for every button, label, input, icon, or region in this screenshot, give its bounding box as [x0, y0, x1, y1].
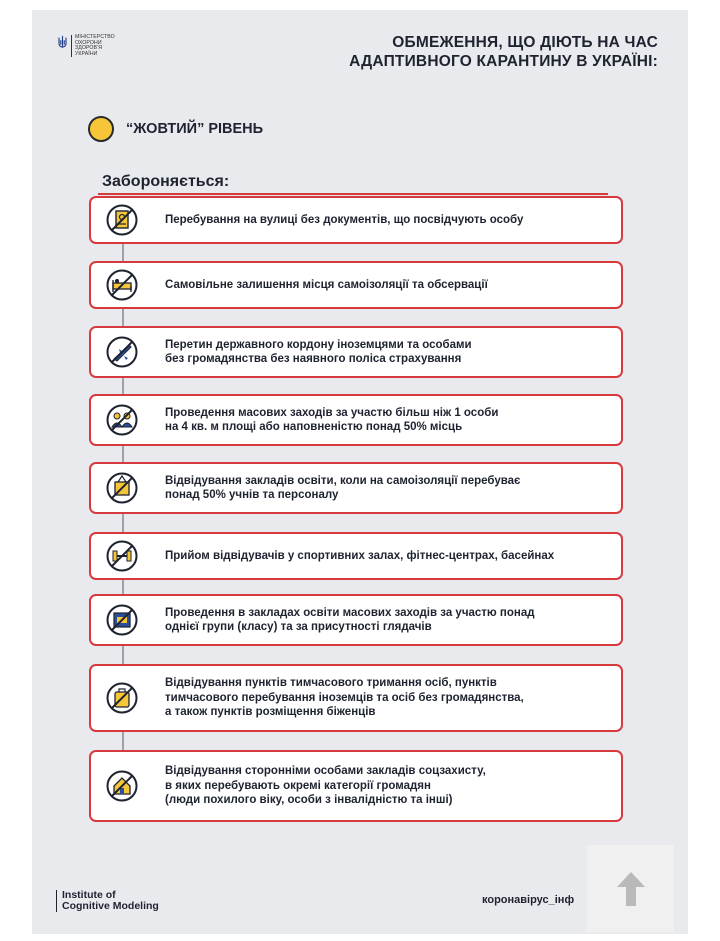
restriction-item	[89, 394, 623, 446]
restriction-item	[89, 326, 623, 378]
item-text: Прийом відвідувачів у спортивних залах, фітнес-центрах, басейнах	[165, 549, 555, 562]
no-school-icon	[105, 471, 139, 505]
no-plane-icon	[105, 335, 139, 369]
no-crowd-icon	[105, 403, 139, 437]
ministry-line: ОХОРОНИ	[75, 39, 102, 46]
no-event-icon	[105, 603, 139, 637]
website-label: коронавірус_інф	[482, 894, 575, 906]
item-text: Проведення масових заходів за участю більш ніж 1 особи	[165, 406, 499, 419]
institute-logo	[56, 890, 159, 912]
ministry-logo	[58, 35, 135, 57]
no-bed-icon	[105, 268, 139, 302]
restriction-item	[89, 261, 623, 309]
item-text: в яких перебувають окремі категорії громадян	[165, 779, 431, 792]
item-text: понад 50% учнів та персоналу	[165, 489, 339, 501]
no-gym-icon	[105, 539, 139, 573]
scroll-to-top-button[interactable]	[587, 845, 674, 932]
item-text: Відвідування сторонніми особами закладів соцзахисту,	[165, 765, 486, 778]
no-luggage-icon	[105, 681, 139, 715]
arrow-up-icon	[613, 869, 649, 909]
item-text: (люди похилого віку, особи з інвалідністю та інші)	[165, 794, 453, 807]
item-text: Перебування на вулиці без документів, що посвідчують особу	[165, 213, 524, 226]
restriction-item	[89, 196, 623, 244]
restriction-item	[89, 750, 623, 822]
item-text: тимчасового перебування іноземців та осіб без громадянства,	[165, 691, 524, 704]
page-title	[349, 33, 658, 71]
item-text: Самовільне залишення місця самоізоляції та обсервації	[165, 278, 488, 291]
item-text: Відвідування закладів освіти, коли на самоізоляції перебуває	[165, 474, 521, 487]
trident-icon	[58, 35, 67, 49]
ministry-line: МІНІСТЕРСТВО	[75, 34, 115, 40]
item-text: однієї групи (класу) та за присутності глядачів	[165, 621, 432, 633]
restriction-item	[89, 462, 623, 514]
section-title: Забороняється:	[102, 173, 230, 190]
yellow-circle-icon	[88, 116, 114, 142]
restriction-item	[89, 594, 623, 646]
title-line-2: АДАПТИВНОГО КАРАНТИНУ В УКРАЇНІ:	[349, 53, 658, 70]
title-line-1: ОБМЕЖЕННЯ, ЩО ДІЮТЬ НА ЧАС	[392, 34, 658, 51]
ministry-line: ЗДОРОВ'Я	[75, 45, 103, 52]
ministry-line: УКРАЇНИ	[75, 50, 98, 57]
item-text: Проведення в закладах освіти масових заходів за участю понад	[165, 606, 535, 619]
item-text: Перетин державного кордону іноземцями та особами	[165, 338, 472, 351]
level-label: “ЖОВТИЙ” РІВЕНЬ	[126, 121, 264, 137]
item-text: без громадянства без наявного поліса страхування	[165, 353, 462, 365]
restriction-item	[89, 532, 623, 580]
restriction-item	[89, 664, 623, 732]
item-text: на 4 кв. м площі або наповненістю понад 50% місць	[165, 421, 463, 433]
no-house-icon	[105, 769, 139, 803]
institute-line-2: Cognitive Modeling	[62, 900, 159, 912]
level-indicator	[88, 116, 263, 142]
institute-line-1: Institute of	[62, 889, 116, 901]
no-documents-icon	[105, 203, 139, 237]
item-text: а також пунктів розміщення біженців	[165, 706, 376, 719]
item-text: Відвідування пунктів тимчасового тримання осіб, пунктів	[165, 677, 497, 690]
poster	[32, 10, 688, 934]
section-underline	[98, 193, 608, 195]
